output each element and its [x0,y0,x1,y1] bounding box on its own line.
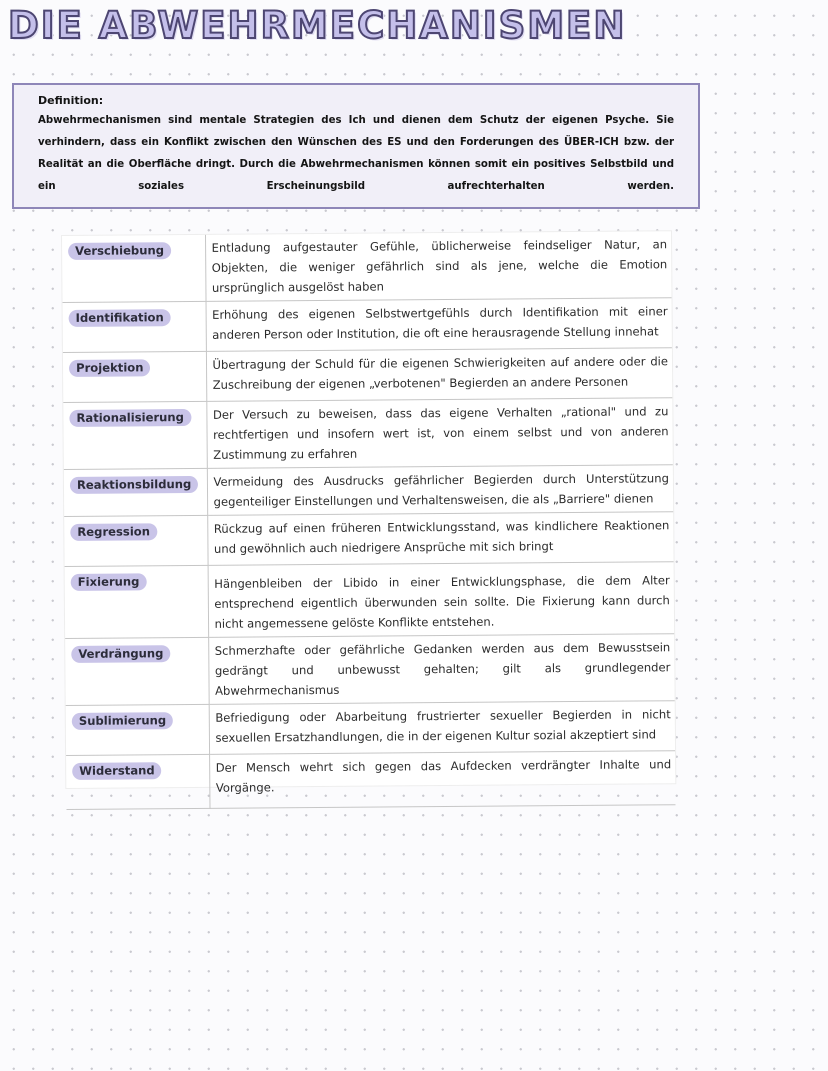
description-cell: Erhöhung des eigenen Selbstwertgefühls durch Identifikation mit einer anderen Person oder Institution, die oft eine herausragende Stellung innehat [206,298,672,352]
table-row [63,298,672,353]
term-cell [64,468,207,516]
mechanisms-table [62,231,675,810]
term-label: Widerstand [72,762,162,780]
table-row [65,634,675,706]
page-title: DIE ABWEHRMECHANISMEN [8,4,627,47]
definition-label: Definition: [38,94,104,107]
term-cell [63,401,207,469]
description-cell: Übertragung der Schuld für die eigenen Schwierigkeiten auf andere oder die Zuschreibung der eigenen „verbotenen" Begierden an andere Personen [206,348,672,402]
definition-text: Abwehrmechanismen sind mentale Strategien des Ich und dienen dem Schutz der eigenen Psyche. Sie verhindern, dass ein Konflikt zwischen den Wünschen des ES und den Forderungen des ÜBER-ICH bzw. der Realität an die Oberfläche dringt. Durch die Abwehrmechanismen können somit ein positives Selbstbild und ein soziales Erscheinungsbild aufrechterhalten werden. [38,115,674,192]
term-cell [62,235,206,303]
description-cell: Vermeidung des Ausdrucks gefährlicher Begierden durch Unterstützung gegenteiliger Einstellungen und Verhaltensweisen, die als „Barriere" dienen [207,465,673,516]
term-cell [64,515,207,566]
term-cell [63,301,206,352]
term-label: Rationalisierung [69,409,191,427]
term-label: Verdrängung [71,645,170,663]
description-cell: Der Versuch zu beweisen, dass das eigene Verhalten „rational" und zu rechtfertigen und insofern wert ist, von einem selbst und von anderen Zustimmung zu erfahren [206,398,673,469]
term-label: Regression [70,523,157,541]
term-cell [63,351,206,402]
term-label: Reaktionsbildung [70,476,198,494]
table-row [66,751,675,810]
description-cell: Entladung aufgestauter Gefühle, üblicherweise feindseliger Natur, an Objekten, die weniger gefährlich sind als jene, welche die Emotion ursprünglich ausgelöst haben [205,231,672,301]
table-row [65,562,675,639]
definition-box [12,83,700,209]
description-cell: Der Mensch wehrt sich gegen das Aufdecken verdrängter Inhalte und Vorgänge. [209,751,675,809]
table-row [62,231,672,302]
term-label: Fixierung [71,573,147,591]
description-cell: Schmerzhafte oder gefährliche Gedanken werden aus dem Bewusstsein gedrängt und unbewusst gehalten; gilt als grundlegender Abwehrmechanismus [208,634,675,705]
mechanisms-table-card [62,231,675,795]
table-row [64,465,673,517]
description-cell: Befriedigung oder Abarbeitung frustrierter sexueller Begierden in nicht sexuellen Ersatzhandlungen, die in der eigenen Kultur sozial akzeptiert sind [209,701,675,755]
term-cell [66,704,209,755]
term-label: Sublimierung [72,712,173,730]
term-label: Identifikation [69,309,171,327]
table-row [66,701,675,756]
table-row [63,398,673,470]
term-cell [66,754,209,809]
table-row [64,512,673,567]
term-cell [65,565,209,638]
term-label: Projektion [69,359,151,377]
term-cell [65,637,209,705]
term-label: Verschiebung [68,242,171,260]
description-cell: Rückzug auf einen früheren Entwicklungsstand, was kindlichere Reaktionen und gewöhnlich auch niedrigere Ansprüche mit sich bringt [207,512,673,566]
description-cell: Hängenbleiben der Libido in einer Entwicklungsphase, die dem Alter entsprechend eigentlich überwunden sein sollte. Die Fixierung kann durch nicht angemessene gelöste Konflikte entstehen. [208,562,675,638]
table-row [63,348,672,403]
